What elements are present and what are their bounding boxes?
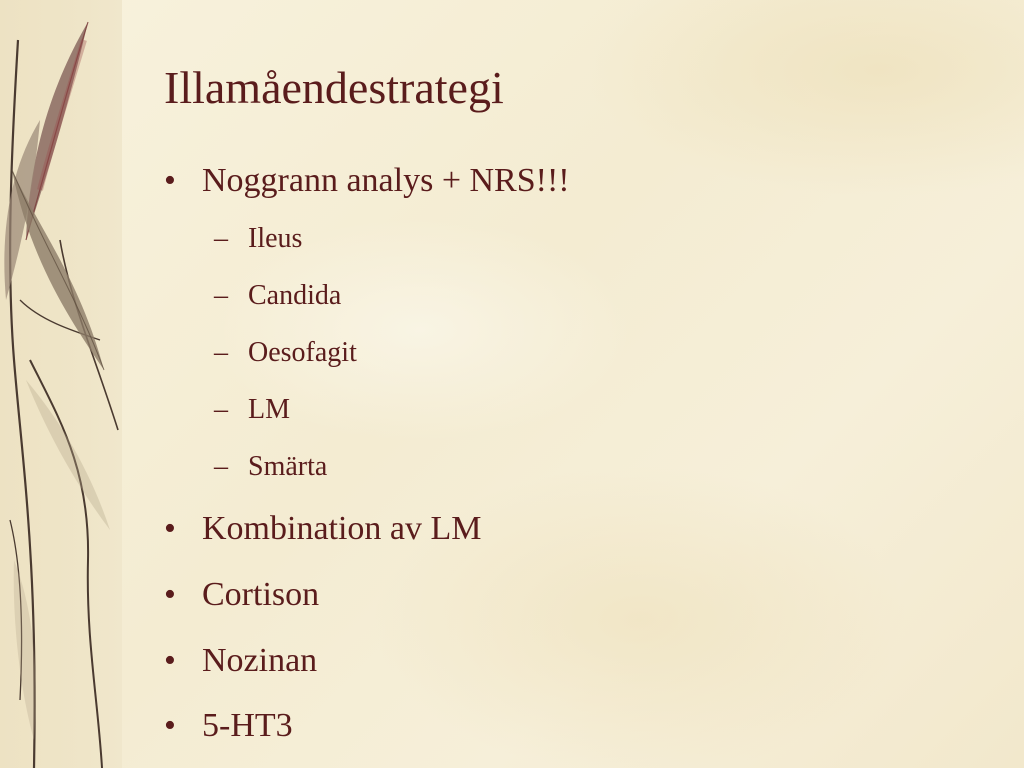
sub-bullet-marker: –: [214, 394, 228, 425]
sub-bullet-text: Ileus: [248, 223, 303, 254]
sub-bullet-item: [214, 339, 357, 367]
sub-bullet-text: Smärta: [248, 451, 328, 482]
sub-bullet-text: Candida: [248, 280, 342, 311]
bullet-item: [164, 709, 293, 743]
bullet-text: Noggrann analys + NRS!!!: [202, 162, 570, 199]
bullet-text: Nozinan: [202, 642, 318, 679]
bullet-item: [164, 164, 570, 198]
bullet-text: 5-HT3: [202, 707, 293, 744]
sub-bullet-marker: –: [214, 223, 228, 254]
sub-bullet-item: [214, 453, 327, 481]
sub-bullet-text: Oesofagit: [248, 337, 357, 368]
bullet-text: Cortison: [202, 576, 320, 613]
bullet-marker: •: [164, 642, 176, 679]
sub-bullet-marker: –: [214, 280, 228, 311]
sub-bullet-marker: –: [214, 451, 228, 482]
bullet-item: [164, 512, 482, 546]
sub-bullet-item: [214, 396, 290, 424]
sub-bullet-marker: –: [214, 337, 228, 368]
bullet-marker: •: [164, 576, 176, 613]
sub-bullet-text: LM: [248, 394, 290, 425]
sub-bullet-item: [214, 225, 302, 253]
bullet-item: [164, 578, 319, 612]
bullet-item: [164, 644, 317, 678]
slide-title: Illamåendestrategi: [164, 62, 504, 113]
sub-bullet-item: [214, 282, 341, 310]
bullet-text: Kombination av LM: [202, 510, 482, 547]
bullet-marker: •: [164, 510, 176, 547]
bullet-marker: •: [164, 707, 176, 744]
bullet-marker: •: [164, 162, 176, 199]
